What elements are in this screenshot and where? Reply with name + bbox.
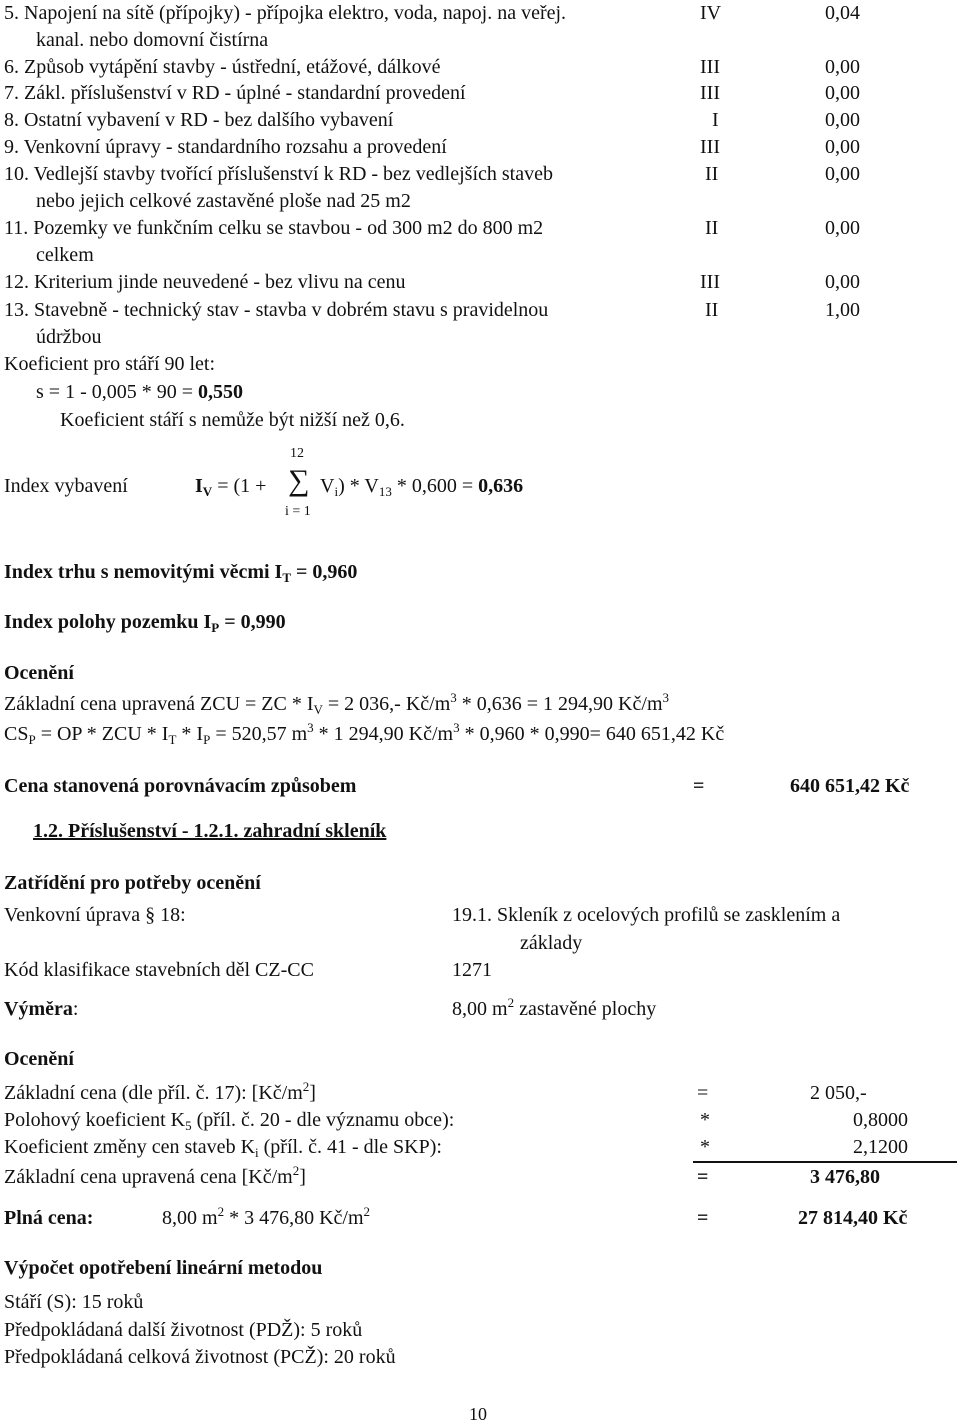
oceneni2-row1-label: Základní cena (dle příl. č. 17): $[Kč/m^2]$ [4, 1079, 316, 1104]
criterion-11-value: 0,00 [825, 217, 860, 239]
criterion-5-grade: IV [700, 2, 722, 24]
index-vybaveni-formula-rest: $V_i) * V_{13} * 0,600 = 0,636$ [320, 475, 524, 499]
oceneni2-row2-value: 0,8000 [853, 1109, 908, 1131]
criterion-13-value: 1,00 [825, 299, 860, 321]
full-price-label: Plná cena: [4, 1207, 94, 1229]
index-vybaveni-formula: $I_V = (1$ + [195, 475, 267, 499]
oceneni2-row4-op: = [697, 1166, 709, 1188]
depreciation-line-2: Předpokládaná další životnost (PDŽ): 5 roků [4, 1319, 363, 1341]
sum-rule [693, 1161, 957, 1163]
index-vybaveni-label: Index vybavení [4, 475, 128, 497]
criterion-11-grade: II [705, 217, 719, 239]
depreciation-line-1: Stáří (S): 15 roků [4, 1291, 144, 1313]
criterion-12: 12. Kriterium jinde neuvedené - bez vlivu na cenu [4, 271, 406, 293]
oceneni2-row2-label: Polohový koeficient $K_5$ (příl. č. 20 - dle významu obce): [4, 1109, 455, 1133]
age-formula: s = 1 - 0,005 * 90 = 0,550 [36, 381, 244, 403]
classification-row2-value: 1271 [452, 959, 492, 981]
criterion-13-grade: II [705, 299, 719, 321]
oceneni2-row4-value: 3 476,80 [810, 1166, 880, 1188]
oceneni2-row3-value: 2,1200 [853, 1136, 908, 1158]
classification-row2-label: Kód klasifikace stavebních děl CZ-CC [4, 959, 314, 981]
criterion-7-value: 0,00 [825, 82, 860, 104]
sum-lower-limit: i = 1 [285, 504, 311, 519]
criterion-5-value: 0,04 [825, 2, 860, 24]
oceneni2-row1-op: = [697, 1082, 709, 1104]
sigma-symbol: ∑ [288, 464, 310, 497]
age-note: Koeficient stáří s nemůže být nižší než 0,6. [60, 409, 405, 431]
classification-row1-label: Venkovní úprava § 18: [4, 904, 186, 926]
criterion-6: 6. Způsob vytápění stavby - ústřední, etážové, dálkové [4, 56, 441, 78]
index-trhu: Index trhu s nemovitými věcmi $I_T = 0,960$ [4, 561, 358, 585]
index-polohy: Index polohy pozemku $I_P = 0,990$ [4, 611, 286, 635]
criterion-6-grade: III [700, 56, 720, 78]
criterion-11-cont: celkem [36, 244, 94, 266]
criterion-12-grade: III [700, 271, 720, 293]
section-title: 1.2. Příslušenství - 1.2.1. zahradní skleník [33, 820, 387, 842]
criterion-11: 11. Pozemky ve funkčním celku se stavbou - od 300 m2 do 800 m2 [4, 217, 544, 239]
oceneni2-row3-label: Koeficient změny cen staveb $K_i$ (příl. č. 41 - dle SKP): [4, 1136, 442, 1160]
criterion-10: 10. Vedlejší stavby tvořící příslušenství k RD - bez vedlejších staveb [4, 163, 553, 185]
index-vybaveni-result: 0,636 [478, 475, 524, 497]
criterion-8-grade: I [712, 109, 719, 131]
oceneni2-row3-op: * [700, 1136, 710, 1158]
oceneni2-row1-value: 2 050,- [810, 1082, 867, 1104]
classification-row3-value: 8,00 $m^2$ zastavěné plochy [452, 995, 657, 1020]
criterion-10-value: 0,00 [825, 163, 860, 185]
classification-row1-value: 19.1. Skleník z ocelových profilů se zasklením a [452, 904, 841, 926]
oceneni2-row2-op: * [700, 1109, 710, 1131]
classification-row3-label: Výměra: [4, 998, 79, 1020]
criterion-10-grade: II [705, 163, 719, 185]
oceneni2-row4-label: Základní cena upravená cena $[Kč/m^2]$ [4, 1163, 306, 1188]
age-heading: Koeficient pro stáří 90 let: [4, 353, 216, 375]
criterion-8: 8. Ostatní vybavení v RD - bez dalšího vybavení [4, 109, 394, 131]
classification-heading: Zatřídění pro potřeby ocenění [4, 872, 261, 894]
criterion-13-cont: údržbou [36, 326, 102, 348]
criterion-6-value: 0,00 [825, 56, 860, 78]
classification-row1-value2: základy [520, 932, 583, 954]
price-comparison-label: Cena stanovená porovnávacím způsobem [4, 775, 357, 797]
criterion-9: 9. Venkovní úpravy - standardního rozsahu a provedení [4, 136, 447, 158]
criterion-5: 5. Napojení na sítě (přípojky) - přípojka elektro, voda, napoj. na veřej. [4, 2, 567, 24]
criterion-10-cont: nebo jejich celkové zastavěné ploše nad 25 m2 [36, 190, 411, 212]
price-comparison-eq: = [693, 775, 705, 797]
depreciation-heading: Výpočet opotřebení lineární metodou [4, 1257, 323, 1279]
full-price-value: 27 814,40 Kč [798, 1207, 908, 1229]
depreciation-line-3: Předpokládaná celková životnost (PCŽ): 20 roků [4, 1346, 396, 1368]
criterion-13: 13. Stavebně - technický stav - stavba v dobrém stavu s pravidelnou [4, 299, 549, 321]
criterion-7-grade: III [700, 82, 720, 104]
age-result: 0,550 [198, 381, 244, 403]
criterion-12-value: 0,00 [825, 271, 860, 293]
zcu-line: Základní cena upravená ZCU = ZC * $I_V = 2$ 036,- $Kč/m^3 * 0,636 = 1$ 294,90 $Kč/m^3$ [4, 690, 669, 717]
full-price-op: = [697, 1207, 709, 1229]
criterion-5-cont: kanal. nebo domovní čistírna [36, 29, 269, 51]
cs-line: $CS_P$ = OP * ZCU * $I_T * I_P = 520,57$ $m^3 * 1$ 294,90 $Kč/m^3 * 0,960 * 0,990= 640$ 651,42 Kč [4, 720, 725, 747]
sum-upper-limit: 12 [290, 446, 304, 461]
oceneni-heading: Ocenění [4, 662, 74, 684]
page-number: 10 [469, 1404, 487, 1424]
criterion-9-value: 0,00 [825, 136, 860, 158]
full-price-formula: 8,00 $m^2 * 3$ 476,80 $Kč/m^2$ [162, 1204, 370, 1229]
criterion-9-grade: III [700, 136, 720, 158]
price-comparison-value: 640 651,42 Kč [790, 775, 910, 797]
criterion-8-value: 0,00 [825, 109, 860, 131]
criterion-7: 7. Zákl. příslušenství v RD - úplné - standardní provedení [4, 82, 466, 104]
oceneni2-heading: Ocenění [4, 1048, 74, 1070]
